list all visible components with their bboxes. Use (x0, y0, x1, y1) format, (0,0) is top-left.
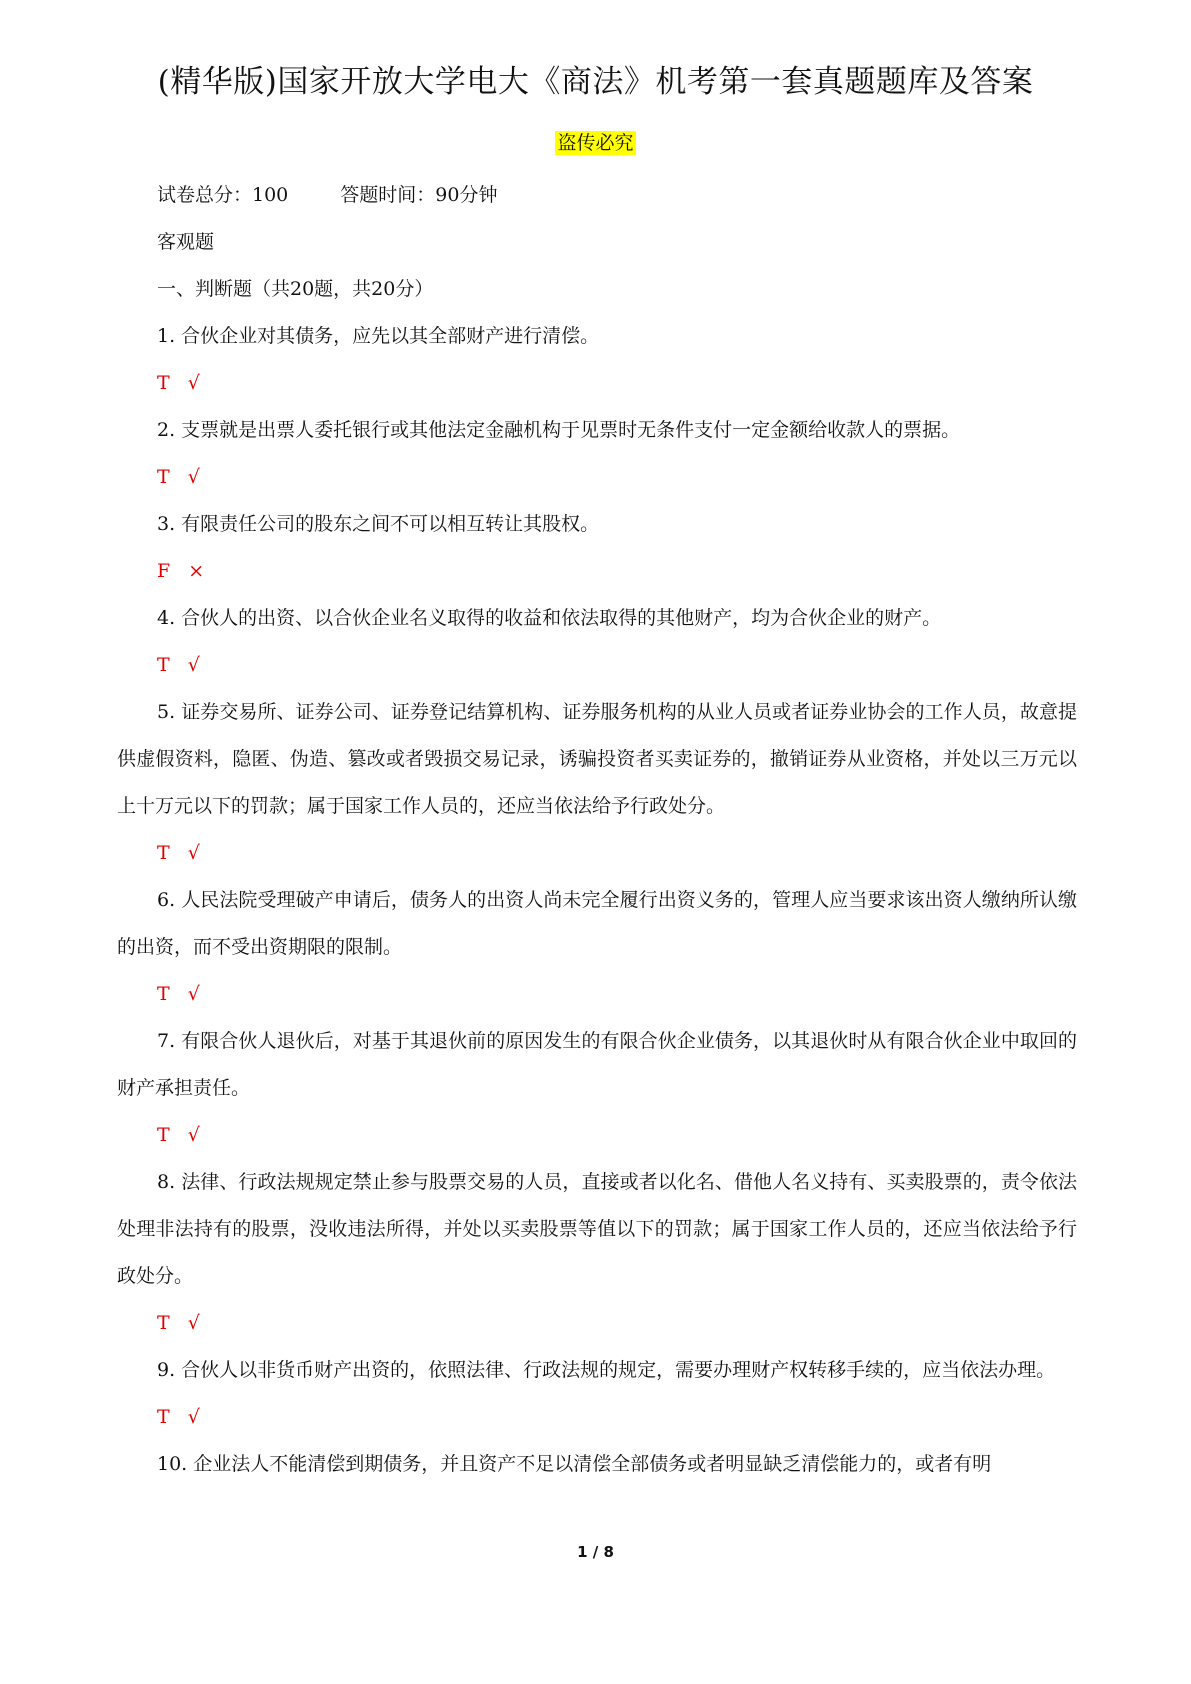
exam-time: 答题时间：90分钟 (340, 184, 498, 206)
exam-total-score: 试卷总分：100 (157, 184, 289, 206)
check-icon: √ (187, 842, 200, 864)
cross-icon: × (188, 560, 205, 582)
question-7: 7. 有限合伙人退伙后，对基于其退伙前的原因发生的有限合伙企业债务，以其退伙时从有限合伙企业中取回的财产承担责任。 (117, 1030, 1077, 1099)
answer-6 (117, 971, 1077, 1018)
question-10: 10. 企业法人不能清偿到期债务，并且资产不足以清偿全部债务或者明显缺乏清偿能力的，或者有明 (157, 1453, 992, 1475)
check-icon: √ (187, 654, 200, 676)
subsection-heading: 一、判断题（共20题，共20分） (157, 278, 434, 300)
question-8: 8. 法律、行政法规规定禁止参与股票交易的人员，直接或者以化名、借他人名义持有、买卖股票的，责令依法处理非法持有的股票，没收违法所得，并处以买卖股票等值以下的罚款；属于国家工作人员的，还应当依法给予行政处分。 (117, 1171, 1077, 1287)
question-list (117, 313, 1077, 1488)
copyright-notice (0, 128, 1191, 155)
question-4: 4. 合伙人的出资、以合伙企业名义取得的收益和依法取得的其他财产，均为合伙企业的财产。 (157, 607, 942, 629)
answer-letter: T (157, 1124, 170, 1146)
answer-5 (117, 830, 1077, 877)
answer-letter: T (157, 983, 170, 1005)
question-5: 5. 证券交易所、证券公司、证券登记结算机构、证券服务机构的从业人员或者证券业协会的工作人员，故意提供虚假资料，隐匿、伪造、篡改或者毁损交易记录，诱骗投资者买卖证券的，撤销证券从业资格，并处以三万元以上十万元以下的罚款；属于国家工作人员的，还应当依法给予行政处分。 (117, 701, 1077, 817)
question-6: 6. 人民法院受理破产申请后，债务人的出资人尚未完全履行出资义务的，管理人应当要求该出资人缴纳所认缴的出资，而不受出资期限的限制。 (117, 889, 1077, 958)
check-icon: √ (187, 1124, 200, 1146)
question-1: 1. 合伙企业对其债务，应先以其全部财产进行清偿。 (157, 325, 600, 347)
answer-3 (117, 548, 1077, 595)
question-2: 2. 支票就是出票人委托银行或其他法定金融机构于见票时无条件支付一定金额给收款人的票据。 (157, 419, 961, 441)
answer-letter: T (157, 372, 170, 394)
answer-9 (117, 1394, 1077, 1441)
check-icon: √ (187, 372, 200, 394)
check-icon: √ (187, 466, 200, 488)
page-number: 1 / 8 (577, 1543, 614, 1561)
answer-letter: F (157, 560, 171, 582)
section-heading: 客观题 (157, 231, 215, 253)
question-3: 3. 有限责任公司的股东之间不可以相互转让其股权。 (157, 513, 600, 535)
answer-letter: T (157, 842, 170, 864)
answer-1 (117, 360, 1077, 407)
answer-8 (117, 1300, 1077, 1347)
document-title: (精华版)国家开放大学电大《商法》机考第一套真题题库及答案 (157, 64, 1034, 100)
answer-7 (117, 1112, 1077, 1159)
exam-meta (117, 172, 1077, 219)
answer-letter: T (157, 654, 170, 676)
document-body (117, 172, 1077, 1488)
answer-letter: T (157, 1312, 170, 1334)
check-icon: √ (187, 1406, 200, 1428)
copyright-notice-text: 盗传必究 (557, 132, 634, 154)
answer-letter: T (157, 466, 170, 488)
answer-letter: T (157, 1406, 170, 1428)
check-icon: √ (187, 1312, 200, 1334)
answer-4 (117, 642, 1077, 689)
question-9: 9. 合伙人以非货币财产出资的，依照法律、行政法规的规定，需要办理财产权转移手续的，应当依法办理。 (157, 1359, 1056, 1381)
check-icon: √ (187, 983, 200, 1005)
answer-2 (117, 454, 1077, 501)
